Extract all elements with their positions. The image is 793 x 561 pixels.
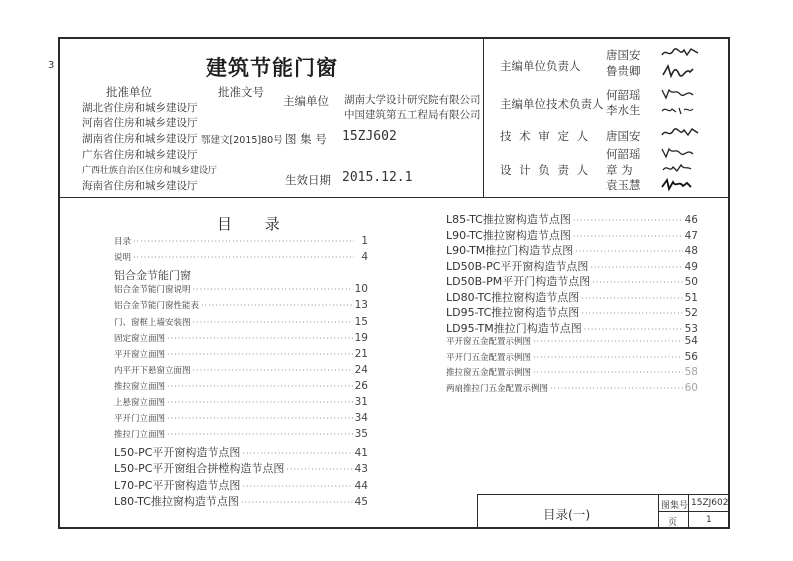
page-no-block: 1 — [706, 515, 712, 525]
approval-doc-label: 批准文号 — [218, 85, 264, 99]
toc-entry-page: 56 — [684, 350, 698, 363]
approval-unit-4: 广东省住房和城乡建设厅 — [82, 149, 198, 161]
toc-entry-page: 41 — [354, 447, 368, 460]
toc-row — [114, 299, 368, 311]
toc-leader-dots — [590, 263, 682, 272]
toc-entry-label: 两扇推拉门五金配置示例图 — [446, 383, 549, 394]
toc-entry-label: 铝合金节能门窗 — [114, 269, 191, 283]
approval-units-label: 批准单位 — [106, 85, 152, 99]
toc-leader-dots — [592, 278, 682, 287]
margin-mark: 3 — [48, 60, 55, 71]
toc-row — [114, 460, 368, 476]
toc-entry-page: 53 — [684, 322, 698, 335]
approval-unit-1: 湖北省住房和城乡建设厅 — [82, 102, 198, 114]
toc-leader-dots — [575, 247, 682, 256]
atlas-no-label: 图 集 号 — [285, 132, 327, 146]
toc-entry-page: 47 — [684, 229, 698, 242]
signature-4c — [660, 177, 694, 191]
signatory-role-4: 设 计 负 责 人 — [500, 163, 591, 177]
toc-entry-page: 34 — [354, 412, 368, 425]
toc-entry-page: 54 — [684, 335, 698, 347]
signatory-name-4c: 袁玉慧 — [606, 178, 641, 192]
toc-entry-page: 35 — [354, 428, 368, 441]
toc-entry-page: 49 — [684, 260, 698, 273]
toc-entry-page: 48 — [684, 245, 698, 257]
atlas-no: 15ZJ602 — [342, 129, 397, 144]
toc-entry-label: 铝合金节能门窗说明 — [114, 285, 191, 296]
toc-entry-label: 目录 — [114, 237, 132, 247]
toc-row — [114, 267, 368, 283]
sheet-title: 目录(一) — [543, 507, 591, 522]
toc-entry-label: 内平开下悬窗立面图 — [114, 365, 191, 376]
toc-row — [114, 412, 368, 424]
toc-entry-label: L90-TC推拉窗构造节点图 — [446, 228, 571, 242]
toc-row — [114, 332, 368, 344]
toc-leader-dots — [193, 285, 353, 294]
approval-unit-2: 河南省住房和城乡建设厅 — [82, 117, 198, 129]
toc-leader-dots — [167, 334, 353, 343]
toc-leader-dots — [133, 253, 354, 262]
toc-leader-dots — [581, 309, 682, 318]
signatory-role-2: 主编单位技术负责人 — [500, 97, 604, 111]
signatory-name-3a: 唐国安 — [606, 129, 641, 143]
header-divider — [58, 197, 730, 198]
title-block-top — [477, 494, 730, 495]
signatory-name-1a: 唐国安 — [606, 48, 641, 62]
signature-3a — [660, 125, 700, 141]
toc-leader-dots — [242, 449, 352, 458]
toc-row — [446, 320, 698, 336]
toc-row — [114, 316, 368, 328]
chief-unit-2: 中国建筑第五工程局有限公司 — [344, 109, 481, 121]
toc-entry-page: 26 — [354, 379, 368, 392]
toc-entry-label: 铝合金节能门窗性能表 — [114, 301, 200, 312]
signatory-name-2b: 李水生 — [606, 103, 641, 117]
toc-row — [446, 211, 698, 227]
signature-2a — [660, 86, 696, 100]
toc-row — [114, 364, 368, 376]
toc-entry-label: LD95-TM推拉门构造节点图 — [446, 321, 582, 335]
toc-entry-label: 门、窗框上墙安装图 — [114, 317, 191, 328]
toc-entry-page: 15 — [354, 315, 368, 328]
toc-row — [446, 273, 698, 289]
toc-leader-dots — [573, 232, 683, 241]
toc-entry-page: 31 — [354, 396, 368, 408]
toc-leader-dots — [286, 465, 352, 474]
toc-leader-dots — [581, 294, 682, 303]
toc-row — [114, 380, 368, 392]
toc-leader-dots — [573, 216, 683, 225]
toc-row — [446, 351, 698, 363]
toc-row — [114, 493, 368, 509]
effective-date: 2015.12.1 — [342, 170, 413, 185]
toc-entry-label: L90-TM推拉门构造节点图 — [446, 244, 574, 257]
toc-entry-label: 平开门五金配置示例图 — [446, 352, 532, 363]
chief-unit-label: 主编单位 — [283, 94, 329, 108]
toc-leader-dots — [193, 318, 353, 327]
toc-entry-label: 平开门立面图 — [114, 414, 166, 425]
toc-leader-dots — [167, 430, 353, 439]
toc-entry-label: 推拉窗立面图 — [114, 381, 166, 392]
toc-entry-label: L70-PC平开窗构造节点图 — [114, 478, 241, 492]
toc-leader-dots — [241, 498, 353, 507]
toc-leader-dots — [584, 325, 683, 334]
toc-row — [446, 335, 698, 347]
signature-2b — [660, 103, 696, 117]
signature-1b — [660, 63, 696, 79]
atlas-no-block: 15ZJ602 — [691, 498, 729, 508]
toc-entry-page: 58 — [684, 366, 698, 378]
toc-entry-page: 19 — [354, 331, 368, 344]
toc-leader-dots — [133, 237, 354, 246]
toc-entry-label: LD95-TC推拉窗构造节点图 — [446, 306, 580, 319]
toc-entry-page: 50 — [684, 276, 698, 288]
toc-entry-label: L85-TC推拉窗构造节点图 — [446, 213, 571, 226]
toc-row — [446, 304, 698, 320]
toc-entry-page: 52 — [684, 307, 698, 319]
signatory-name-1b: 鲁贵卿 — [606, 64, 641, 78]
toc-row — [446, 289, 698, 305]
toc-entry-page: 10 — [354, 283, 368, 296]
approval-unit-6: 海南省住房和城乡建设厅 — [82, 180, 198, 192]
signatory-name-4a: 何韶瑶 — [606, 147, 641, 161]
approval-doc-number: 鄂建文[2015]80号 — [201, 135, 283, 146]
toc-entry-label: L50-PC平开窗构造节点图 — [114, 446, 241, 460]
toc-entry-page: 45 — [354, 495, 368, 508]
toc-entry-label: LD80-TC推拉窗构造节点图 — [446, 290, 580, 304]
toc-entry-page: 44 — [354, 479, 368, 492]
toc-row — [114, 251, 368, 263]
toc-entry-page: 4 — [361, 251, 368, 264]
toc-entry-page: 51 — [684, 291, 698, 304]
toc-row — [114, 235, 368, 247]
toc-entry-page: 60 — [684, 381, 698, 394]
toc-leader-dots — [533, 353, 683, 362]
approval-unit-5: 广西壮族自治区住房和城乡建设厅 — [82, 166, 218, 176]
toc-entry-label: 平开窗五金配置示例图 — [446, 337, 532, 347]
toc-row — [446, 366, 698, 378]
toc-entry-label: 推拉门立面图 — [114, 430, 166, 441]
effective-date-label: 生效日期 — [285, 173, 331, 187]
toc-row — [114, 283, 368, 295]
toc-entry-page: 1 — [361, 235, 368, 247]
toc-leader-dots — [167, 350, 353, 359]
toc-entry-page: 24 — [354, 363, 368, 376]
toc-entry-label: LD50B-PM平开门构造节点图 — [446, 275, 591, 288]
toc-entry-label: 平开窗立面图 — [114, 349, 166, 360]
toc-entry-label: L80-TC推拉窗构造节点图 — [114, 494, 239, 508]
toc-entry-label: 上悬窗立面图 — [114, 398, 166, 408]
toc-leader-dots — [533, 337, 683, 346]
toc-entry-page: 13 — [354, 299, 368, 312]
toc-title: 目 录 — [217, 215, 294, 233]
toc-entry-label: 固定窗立面图 — [114, 333, 166, 344]
book-title: 建筑节能门窗 — [206, 56, 338, 80]
toc-row — [114, 428, 368, 440]
chief-unit-1: 湖南大学设计研究院有限公司 — [344, 94, 481, 106]
toc-entry-label: 推拉窗五金配置示例图 — [446, 368, 532, 378]
title-block-row — [658, 511, 730, 512]
toc-entry-label: L50-PC平开窗组合拼樘构造节点图 — [114, 462, 285, 476]
toc-row — [446, 258, 698, 274]
toc-row — [114, 348, 368, 360]
toc-leader-dots — [533, 368, 683, 377]
atlas-no-label-block: 图集号 — [661, 501, 689, 511]
signature-1a — [660, 46, 700, 60]
toc-row — [446, 382, 698, 394]
toc-row — [114, 396, 368, 408]
signatory-divider — [483, 37, 484, 197]
title-block-left — [477, 494, 478, 529]
toc-leader-dots — [242, 482, 352, 491]
toc-entry-label: LD50B-PC平开窗构造节点图 — [446, 259, 589, 273]
toc-entry-page: 21 — [354, 347, 368, 360]
toc-row — [446, 227, 698, 243]
signatory-name-2a: 何韶瑶 — [606, 88, 641, 102]
toc-leader-dots — [201, 301, 353, 310]
toc-entry-label: 说明 — [114, 253, 132, 264]
toc-row — [114, 444, 368, 460]
toc-leader-dots — [193, 366, 353, 375]
signatory-name-4b: 章 为 — [606, 163, 633, 177]
toc-entry-page: 46 — [684, 214, 698, 226]
signatory-role-1: 主编单位负责人 — [500, 59, 581, 73]
toc-row — [446, 242, 698, 258]
toc-leader-dots — [167, 414, 353, 423]
signature-4b — [660, 161, 694, 175]
approval-unit-3: 湖南省住房和城乡建设厅 — [82, 133, 198, 145]
page-label-block: 页 — [668, 518, 678, 528]
toc-entry-page: 43 — [354, 463, 368, 476]
signature-4a — [660, 145, 696, 159]
toc-row — [114, 477, 368, 493]
toc-leader-dots — [550, 384, 683, 393]
signatory-role-3: 技 术 审 定 人 — [500, 129, 591, 143]
toc-leader-dots — [167, 382, 353, 391]
toc-leader-dots — [167, 398, 353, 407]
